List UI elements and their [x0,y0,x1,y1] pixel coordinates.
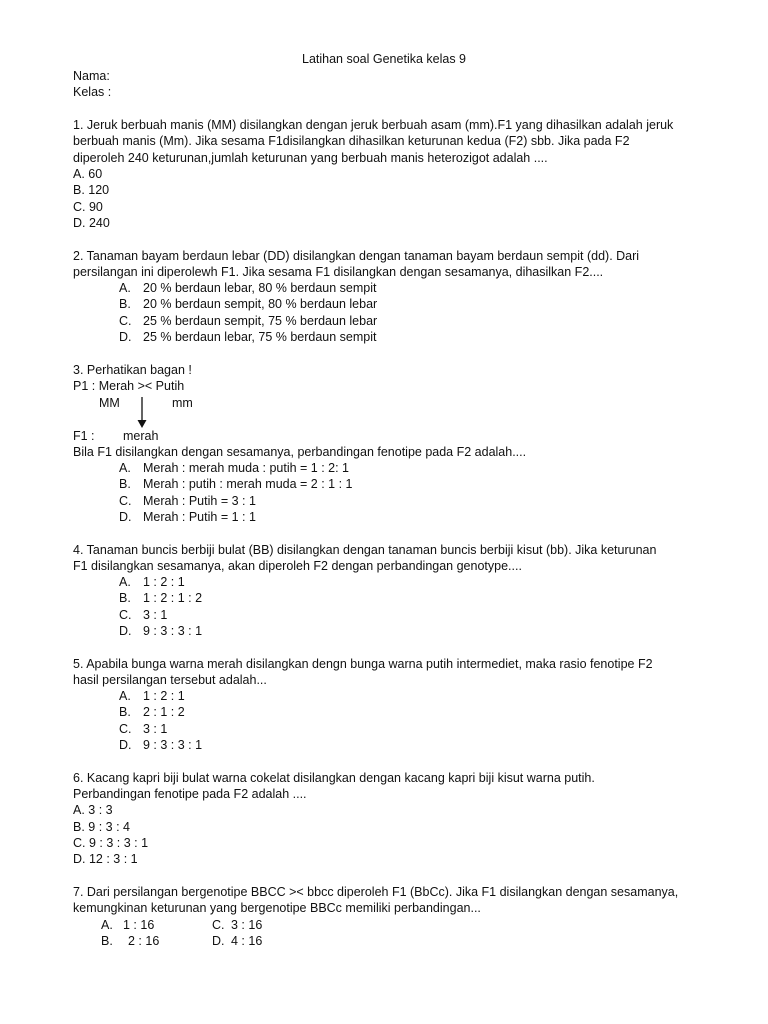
option-letter: A. [119,575,131,589]
q4-line-1: 4. Tanaman buncis berbiji bulat (BB) disilangkan dengan tanaman buncis berbiji kisut (bb). Jika keturunan [73,543,657,557]
q1-line-1: 1. Jeruk berbuah manis (MM) disilangkan dengan jeruk berbuah asam (mm).F1 yang dihasilkan adalah jeruk [73,118,674,132]
option-letter: B. [119,297,131,311]
option-letter: A. [119,461,131,475]
q7-option-a [101,917,154,933]
option-text: 20 % berdaun sempit, 80 % berdaun lebar [143,297,378,311]
option-letter: A. [119,281,131,295]
q3-option-a [119,460,349,476]
page-title: Latihan soal Genetika kelas 9 [302,52,466,66]
q7-option-d [212,933,262,949]
q3-f1-value: merah [123,429,159,443]
option-letter: C. [119,314,132,328]
q6-option-a: A. 3 : 3 [73,803,113,817]
down-arrow-icon [136,397,148,429]
option-letter: D. [119,738,132,752]
q6-option-d: D. 12 : 3 : 1 [73,852,138,866]
q3-p1-cross: P1 : Merah >< Putih [73,379,185,393]
option-text: 20 % berdaun lebar, 80 % berdaun sempit [143,281,377,295]
q3-option-b [119,476,353,492]
option-text: Merah : putih : merah muda = 2 : 1 : 1 [143,477,353,491]
q2-option-d [119,329,377,345]
q7-line-1: 7. Dari persilangan bergenotipe BBCC >< bbcc diperoleh F1 (BbCc). Jika F1 disilangkan dengan sesamanya, [73,885,679,899]
q4-option-d [119,623,202,639]
option-text: Merah : Putih = 3 : 1 [143,494,256,508]
option-text: Merah : merah muda : putih = 1 : 2: 1 [143,461,350,475]
option-text: 1 : 2 : 1 [143,689,185,703]
option-text: 4 : 16 [231,934,263,948]
option-letter: D. [119,330,132,344]
q5-line-1: 5. Apabila bunga warna merah disilangkan dengn bunga warna putih intermediet, maka rasio fenotipe F2 [73,657,653,671]
q5-line-2: hasil persilangan tersebut adalah... [73,673,267,687]
q7-line-2: kemungkinan keturunan yang bergenotipe BBCc memiliki perbandingan... [73,901,481,915]
option-letter: D. [119,510,132,524]
q2-option-b [119,296,377,312]
option-letter: B. [101,934,113,948]
option-text: 3 : 1 [143,722,168,736]
q5-option-c [119,721,167,737]
option-text: 25 % berdaun lebar, 75 % berdaun sempit [143,330,377,344]
option-letter: D. [212,934,225,948]
q7-option-c [212,917,262,933]
q5-option-a [119,688,185,704]
q1-line-2: berbuah manis (Mm). Jika sesama F1disilangkan dihasilkan keturunan kedua (F2) sbb. Jika pada F2 [73,134,630,148]
option-text: 1 : 2 : 1 : 2 [143,591,203,605]
q2-line-2: persilangan ini diperolewh F1. Jika sesama F1 disilangkan dengan sesamanya, dihasilkan F2.... [73,265,604,279]
q3-genotype-mm-recessive: mm [172,396,193,410]
q6-option-c: C. 9 : 3 : 3 : 1 [73,836,149,850]
q3-option-d [119,509,256,525]
option-text: 2 : 1 : 2 [143,705,185,719]
q4-option-a [119,574,185,590]
q5-option-b [119,704,185,720]
option-letter: C. [212,918,225,932]
option-text: Merah : Putih = 1 : 1 [143,510,256,524]
q6-option-b: B. 9 : 3 : 4 [73,820,130,834]
q4-option-b [119,590,202,606]
q4-line-2: F1 disilangkan sesamanya, akan diperoleh F2 dengan perbandingan genotype.... [73,559,522,573]
q3-option-c [119,493,256,509]
q3-f1-label: F1 : [73,429,95,443]
q1-line-3: diperoleh 240 keturunan,jumlah keturunan yang berbuah manis heterozigot adalah .... [73,151,548,165]
option-letter: C. [119,608,132,622]
option-text: 9 : 3 : 3 : 1 [143,738,203,752]
option-text: 3 : 1 [143,608,168,622]
option-letter: B. [119,477,131,491]
option-text: 2 : 16 [128,934,160,948]
q2-option-a [119,280,377,296]
option-letter: D. [119,624,132,638]
q3-line-1: 3. Perhatikan bagan ! [73,363,192,377]
q3-genotype-mm-dominant: MM [99,396,120,410]
option-letter: C. [119,494,132,508]
q1-option-c: C. 90 [73,200,103,214]
option-letter: A. [101,918,113,932]
q1-option-d: D. 240 [73,216,110,230]
option-letter: A. [119,689,131,703]
q2-line-1: 2. Tanaman bayam berdaun lebar (DD) disilangkan dengan tanaman bayam berdaun sempit (dd). Dari [73,249,640,263]
option-letter: B. [119,591,131,605]
q4-option-c [119,607,167,623]
option-text: 9 : 3 : 3 : 1 [143,624,203,638]
q5-option-d [119,737,202,753]
option-text: 3 : 16 [231,918,263,932]
option-text: 1 : 16 [123,918,155,932]
option-text: 25 % berdaun sempit, 75 % berdaun lebar [143,314,378,328]
option-letter: B. [119,705,131,719]
nama-label: Nama: [73,69,110,83]
q3-question: Bila F1 disilangkan dengan sesamanya, perbandingan fenotipe pada F2 adalah.... [73,445,527,459]
q6-line-1: 6. Kacang kapri biji bulat warna cokelat disilangkan dengan kacang kapri biji kisut warna putih. [73,771,595,785]
kelas-label: Kelas : [73,85,112,99]
q1-option-b: B. 120 [73,183,110,197]
q6-line-2: Perbandingan fenotipe pada F2 adalah .... [73,787,307,801]
q1-option-a: A. 60 [73,167,103,181]
q2-option-c [119,313,377,329]
option-letter: C. [119,722,132,736]
q7-option-b [101,933,159,949]
option-text: 1 : 2 : 1 [143,575,185,589]
